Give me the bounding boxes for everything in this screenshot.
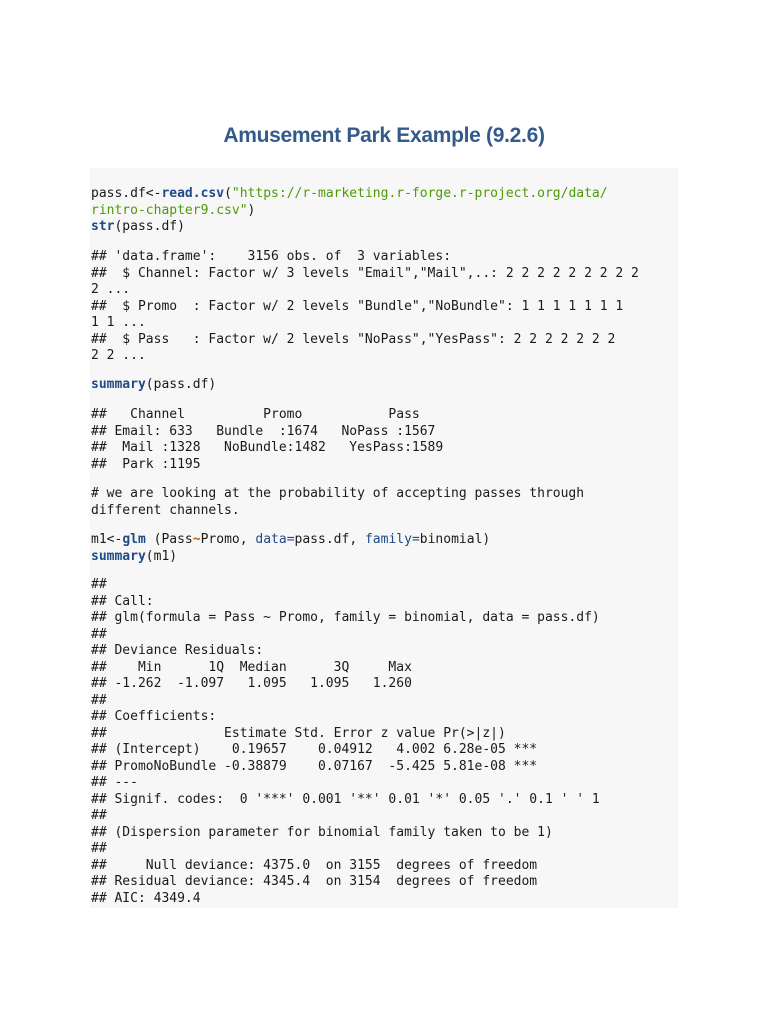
- code-token: summary: [91, 377, 146, 392]
- code-token: ~: [192, 532, 201, 547]
- code-token: ): [247, 202, 256, 218]
- comment-block: # we are looking at the probability of accepting passes through different channels.: [91, 486, 585, 518]
- code-token: pass.df: [91, 186, 146, 201]
- code-token: family: [364, 532, 412, 547]
- code-token: read.csv: [161, 186, 225, 201]
- code-token: =: [286, 532, 295, 547]
- code-token: <-: [106, 532, 123, 547]
- code-block-read-csv: [91, 186, 608, 236]
- code-token: <-: [145, 186, 162, 201]
- code-token: glm: [122, 532, 146, 547]
- code-token: (: [224, 186, 232, 201]
- code-token: summary: [91, 548, 146, 564]
- code-string: rintro-chapter9.csv": [91, 202, 248, 218]
- code-token: =: [411, 532, 420, 547]
- code-token: pass.df,: [294, 532, 365, 547]
- code-string: "https://r-marketing.r-forge.r-project.org/data/: [231, 186, 608, 201]
- code-token: data: [255, 532, 287, 547]
- code-block-summary: [91, 377, 216, 394]
- code-token: m1: [91, 532, 107, 547]
- code-block-glm: [91, 532, 490, 565]
- output-block-str: ## 'data.frame': 3156 obs. of 3 variables: ## $ Channel: Factor w/ 3 levels "Email","Mail",..: 2 2 2 2 2 2 2 2 2 2 ... ## $ Promo : Factor w/ 2 levels "Bundle","NoBundle": 1 1 1 1 1 1 1 1 1 ... ## $ Pass : Factor w/ 2 levels "NoPass","YesPass": 2 2 2 2 2 2 2 2 2 ...: [91, 249, 639, 363]
- output-block-summary: ## Channel Promo Pass ## Email: 633 Bundle :1674 NoPass :1567 ## Mail :1328 NoBundle:1482 YesPass:1589 ## Park :1195: [91, 407, 444, 472]
- code-token: (Pass: [145, 532, 193, 547]
- code-token: Promo,: [200, 532, 256, 547]
- output-block-glm-summary: ## ## Call: ## glm(formula = Pass ~ Promo, family = binomial, data = pass.df) ## ## Deviance Residuals: ## Min 1Q Median 3Q Max ## -1.262 -1.097 1.095 1.095 1.260 ## ## Coefficients: ## Estimate Std. Error z value Pr(>|z|) ## (Intercept) 0.19657 0.04912 4.002 6.28e-05 *** ## PromoNoBundle -0.38879 0.07167 -5.425 5.81e-08 *** ## --- ## Signif. codes: 0 '***' 0.001 '**' 0.01 '*' 0.05 '.' 0.1 ' ' 1 ## ## (Dispersion parameter for binomial family taken to be 1) ## ## Null deviance: 4375.0 on 3155 degrees of freedom ## Residual deviance: 4345.4 on 3154 degrees of freedom ## AIC: 4349.4: [91, 577, 600, 906]
- code-token: (pass.df): [145, 377, 217, 392]
- code-token: str: [91, 219, 115, 234]
- page-title: Amusement Park Example (9.2.6): [223, 124, 545, 147]
- code-token: (m1): [145, 548, 178, 564]
- code-token: (pass.df): [114, 219, 185, 234]
- code-token: binomial): [419, 532, 491, 547]
